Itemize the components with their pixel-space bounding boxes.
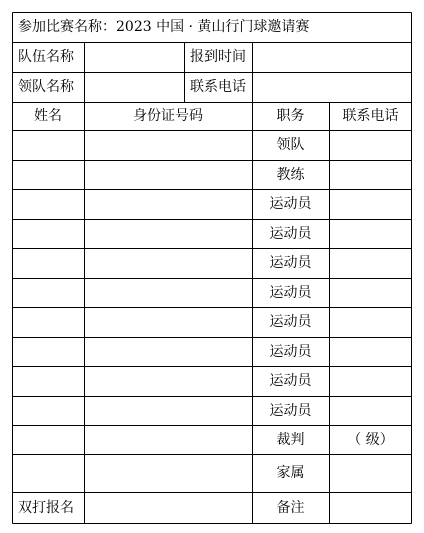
doubles-field[interactable] — [84, 492, 252, 524]
role-cell: 运动员 — [269, 314, 312, 330]
role-cell: 运动员 — [269, 284, 312, 301]
report-time-field[interactable] — [252, 42, 412, 72]
doubles-label: 双打报名 — [18, 500, 74, 516]
role-cell: 运动员 — [269, 196, 312, 212]
role-cell: 裁判 — [276, 431, 305, 448]
team-name-label: 队伍名称 — [18, 49, 74, 65]
report-time-label: 报到时间 — [190, 49, 246, 65]
role-cell: 领队 — [276, 137, 305, 153]
role-cell: 教练 — [276, 166, 305, 183]
family-label: 家属 — [276, 465, 305, 481]
remarks-field[interactable] — [329, 492, 412, 524]
referee-level: （ 级） — [347, 431, 394, 448]
team-name-field[interactable] — [84, 42, 184, 72]
role-cell: 运动员 — [269, 225, 312, 242]
contact-phone-label: 联系电话 — [190, 79, 246, 95]
header-name: 姓名 — [34, 108, 62, 124]
registration-form — [12, 12, 412, 524]
remarks-label: 备注 — [276, 500, 305, 516]
header-position: 职务 — [276, 108, 305, 124]
role-cell: 运动员 — [269, 255, 312, 271]
header-phone: 联系电话 — [342, 108, 399, 124]
event-title: 参加比赛名称：2023 中国 · 黄山行门球邀请赛 — [18, 19, 310, 35]
role-cell: 运动员 — [269, 343, 312, 360]
contact-phone-field[interactable] — [252, 72, 412, 102]
leader-name-label: 领队名称 — [18, 79, 74, 95]
header-id-number: 身份证号码 — [133, 108, 203, 124]
role-cell: 运动员 — [269, 402, 312, 419]
leader-name-field[interactable] — [84, 72, 184, 102]
role-cell: 运动员 — [269, 373, 312, 389]
